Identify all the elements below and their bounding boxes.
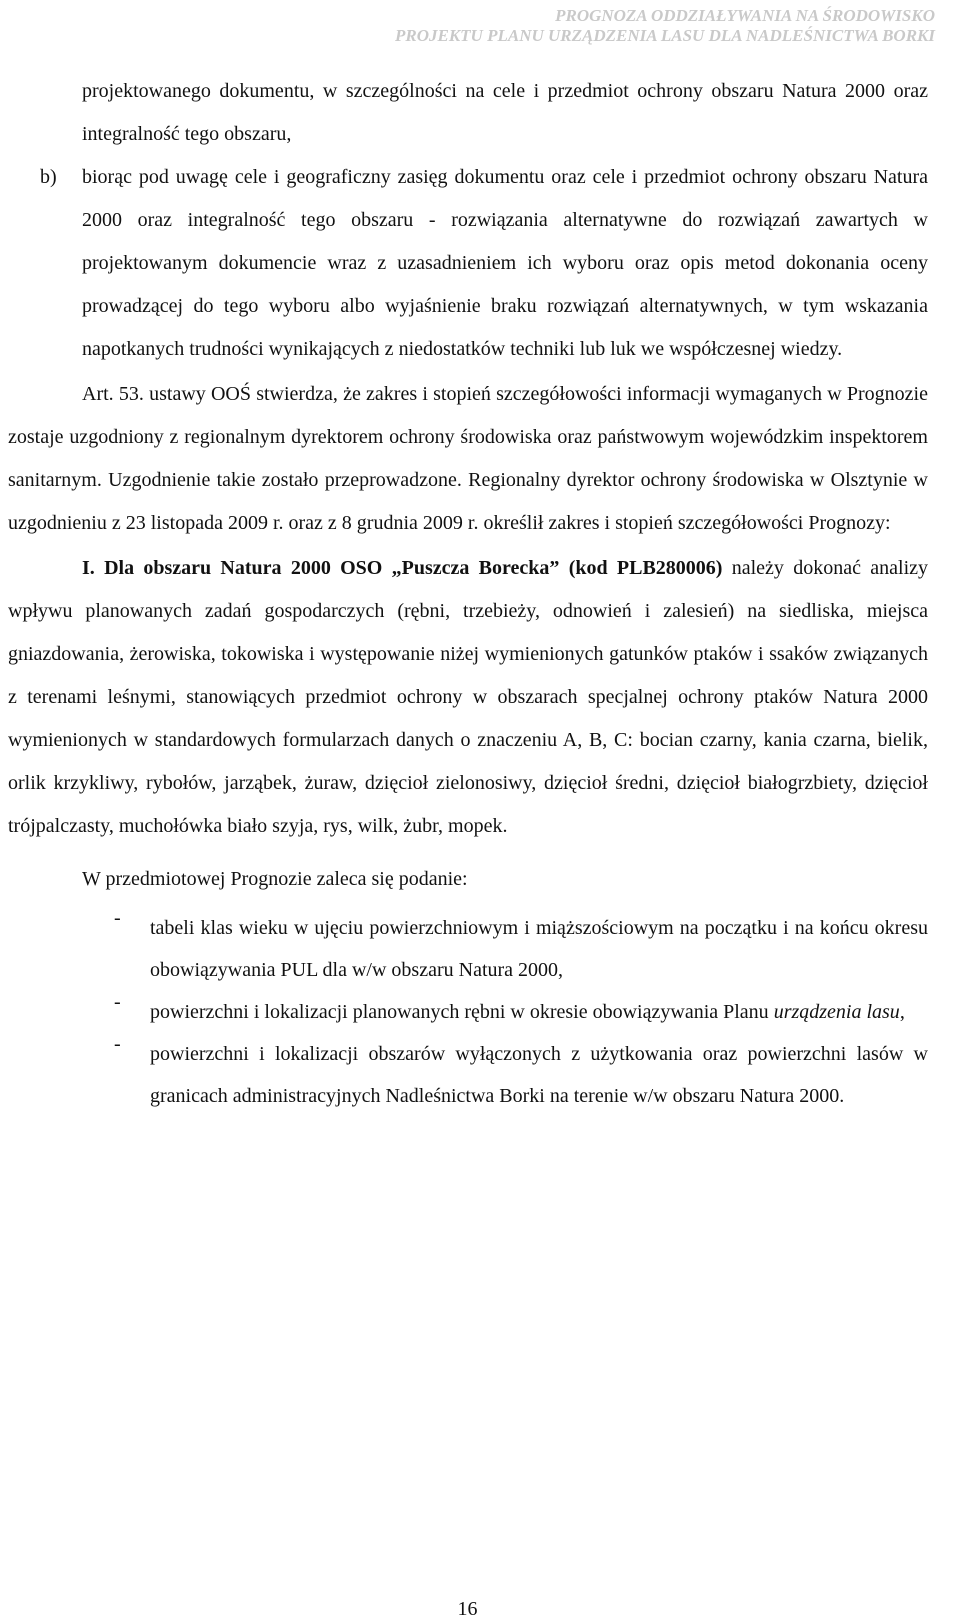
list-item (8, 907, 928, 991)
list-dash: - (114, 991, 121, 1013)
list-item-2-main: powierzchni i lokalizacji planowanych rębni w okresie obowiązywania Planu (150, 1001, 774, 1023)
section-i-text: należy dokonać analizy wpływu planowanych zadań gospodarczych (rębni, trzebieży, odnowień i zalesień) na siedliska, miejsca gniazdowania, żerowiska, tokowiska i występowanie niżej wymienionych gatunków ptaków i ssaków związanych z terenami leśnymi, stanowiących przedmiot ochrony w obszarach specjalnej ochrony ptaków Natura 2000 wymienionych w standardowych formularzach danych o znaczeniu A, B, C: bocian czarny, kania czarna, bielik, orlik krzykliwy, rybołów, jarząbek, żuraw, dzięcioł zielonosiwy, dzięcioł średni, dzięcioł białogrzbiety, dzięcioł trójpalczasty, muchołówka biało szyja, rys, wilk, żubr, mopek. (8, 557, 929, 837)
item-b (8, 156, 928, 371)
list-item-2-text (150, 991, 928, 1033)
list-item-2-end: , (899, 1001, 905, 1023)
recommend-intro: W przedmiotowej Prognozie zaleca się podanie: (82, 868, 468, 890)
list-item (8, 1033, 928, 1117)
art53-paragraph: Art. 53. ustawy OOŚ stwierdza, że zakres i stopień szczegółowości informacji wymaganych w Prognozie zostaje uzgodniony z regionalnym dyrektorem ochrony środowiska oraz państwowym wojewódzkim inspektorem sanitarnym. Uzgodnienie takie zostało przeprowadzone. Regionalny dyrektor ochrony środowiska w Olsztynie w uzgodnieniu z 23 listopada 2009 r. oraz z 8 grudnia 2009 r. określił zakres i stopień szczegółowości Prognozy: (8, 383, 928, 534)
list-dash: - (114, 1033, 121, 1055)
page-number: 16 (457, 1598, 478, 1620)
header-line-1: PROGNOZA ODDZIAŁYWANIA NA ŚRODOWISKO (555, 6, 935, 25)
list-item-2-italic: urządzenia lasu (773, 1001, 900, 1023)
section-i-heading: I. Dla obszaru Natura 2000 OSO „Puszcza Borecka” (kod PLB280006) (82, 557, 723, 579)
recommendation-list (8, 907, 928, 1117)
header-line-2: PROJEKTU PLANU URZĄDZENIA LASU DLA NADLEŚNICTWA BORKI (395, 26, 935, 45)
item-a-continuation: projektowanego dokumentu, w szczególności na cele i przedmiot ochrony obszaru Natura 2000 oraz integralność tego obszaru, (82, 80, 928, 145)
list-item-3-text: powierzchni i lokalizacji obszarów wyłączonych z użytkowania oraz powierzchni lasów w granicach administracyjnych Nadleśnictwa Borki na terenie w/w obszaru Natura 2000. (150, 1043, 928, 1107)
item-b-marker: b) (40, 166, 57, 188)
page-header (0, 6, 935, 46)
list-dash: - (114, 907, 121, 929)
list-item (8, 991, 928, 1033)
item-b-text: biorąc pod uwagę cele i geograficzny zasięg dokumentu oraz cele i przedmiot ochrony obszaru Natura 2000 oraz integralność tego obszaru - rozwiązania alternatywne do rozwiązań zawartych w projektowanym dokumencie wraz z uzasadnieniem ich wyboru oraz opis metod dokonania oceny prowadzącej do tego wyboru albo wyjaśnienie braku rozwiązań alternatywnych, w tym wskazania napotkanych trudności wynikających z niedostatków techniki lub luk we współczesnej wiedzy. (82, 166, 928, 360)
section-i-paragraph (8, 547, 928, 848)
document-body (8, 70, 928, 1117)
list-item-1-text: tabeli klas wieku w ujęciu powierzchniowym i miąższościowym na początku i na końcu okresu obowiązywania PUL dla w/w obszaru Natura 2000, (150, 917, 928, 981)
